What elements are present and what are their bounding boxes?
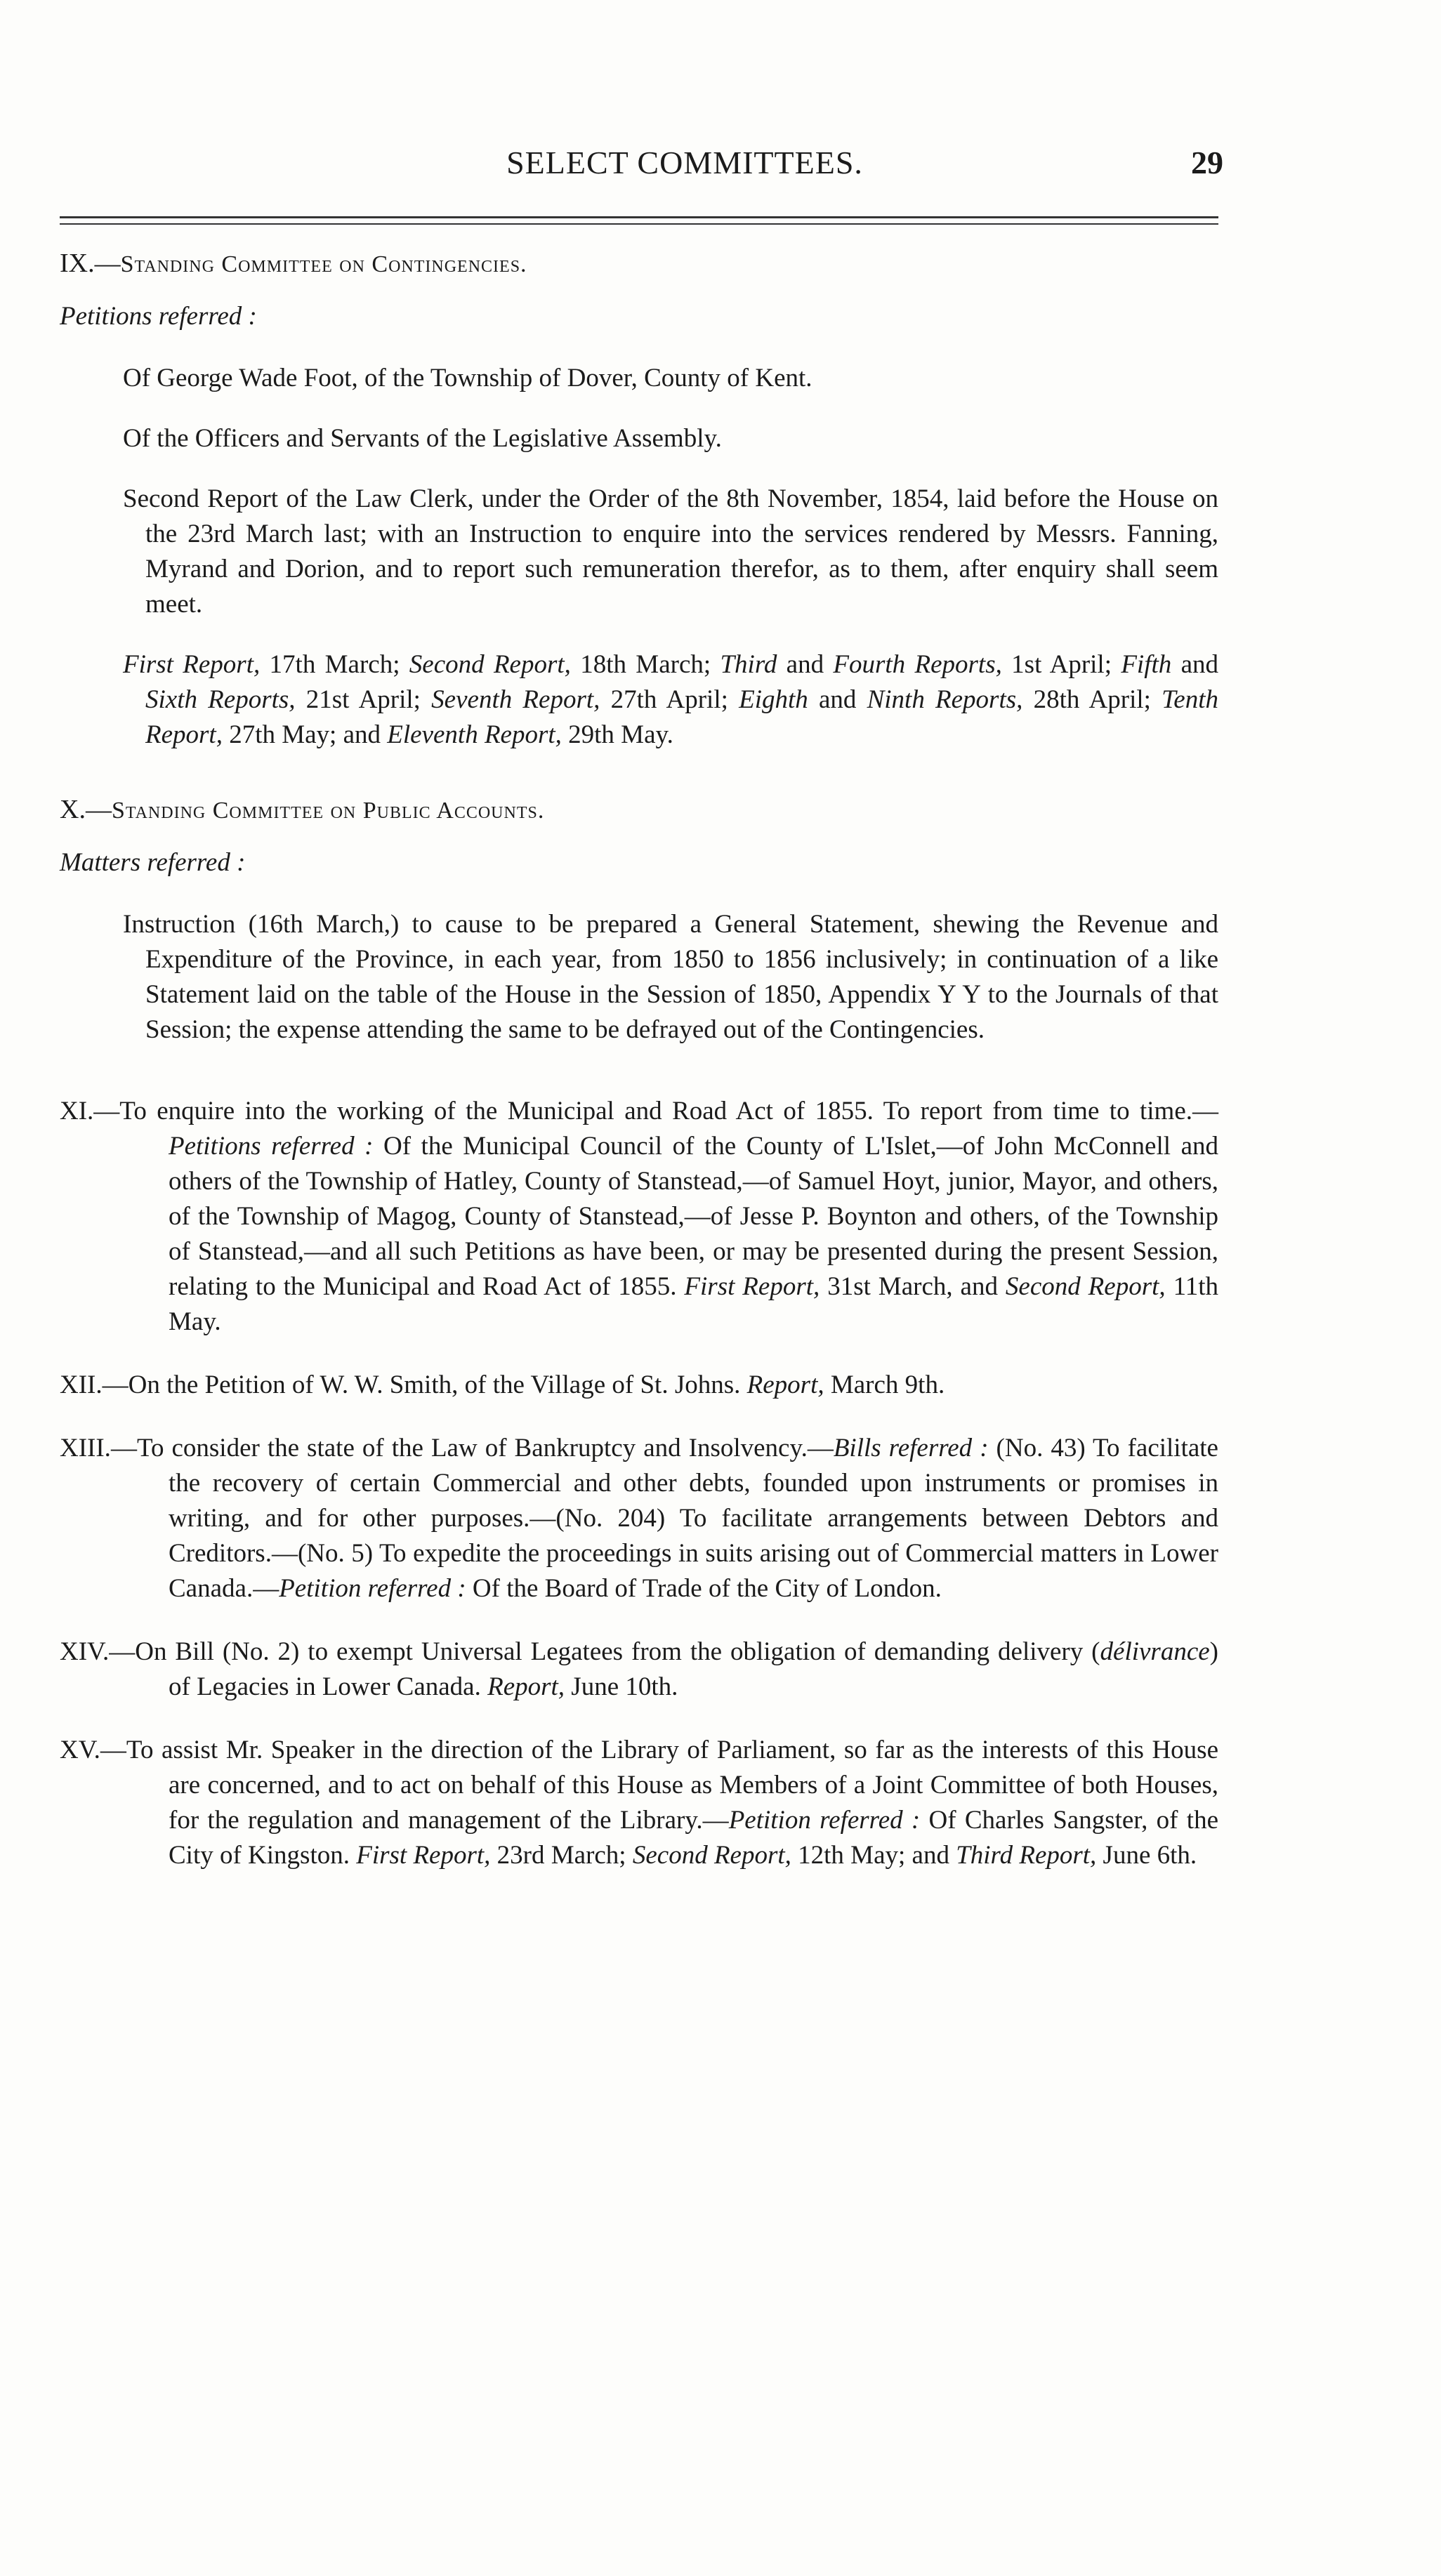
page-header	[0, 144, 1441, 186]
item-label: Petitions referred :	[169, 1132, 374, 1161]
conjunction: and	[777, 650, 834, 679]
report-name: First Report,	[356, 1841, 491, 1870]
section-numeral: IX.	[60, 249, 95, 278]
item-text: June 6th.	[1096, 1841, 1197, 1870]
report-name: Third Report,	[956, 1841, 1097, 1870]
item-text: March 9th.	[824, 1370, 945, 1399]
report-name: Third	[720, 650, 777, 679]
report-name: First Report,	[123, 650, 261, 679]
committee-item-xii	[60, 1368, 1218, 1403]
report-name: Second Report,	[1005, 1272, 1166, 1301]
item-text: —To assist Mr. Speaker in the direction of the Library of Parliament, so far as the interests of this House are concerned, and to act on behalf of this House as Members of a Joint Committee of both Houses, for the regulation and management of the Library.—	[100, 1736, 1218, 1835]
report-date: 18th March;	[570, 650, 720, 679]
running-title: SELECT COMMITTEES.	[506, 145, 863, 180]
header-rule	[60, 216, 1218, 218]
page-body	[60, 246, 1218, 1901]
report-date: 27th April;	[600, 685, 739, 714]
report-date: 28th April;	[1022, 685, 1162, 714]
report-name: First Report,	[684, 1272, 820, 1301]
report-name: Report,	[746, 1370, 824, 1399]
item-text: 23rd March;	[490, 1841, 633, 1870]
item-text: Of the Municipal Council of the County of L'Islet,—of John McConnell and others of the Township of Hatley, County of Stanstead,—of Samuel Hoyt, junior, Mayor, and others, of the Township of Magog, County of Stanstead,—of Jesse P. Boynton and others, of the Township of Stanstead,—and all such Petitions as have been, or may be presented during the present Session, relating to the Municipal and Road Act of 1855.	[169, 1132, 1218, 1301]
petition-entry: Second Report of the Law Clerk, under the Order of the 8th November, 1854, laid before the House on the 23rd March last; with an Instruction to enquire into the services rendered by Messrs. Fanning, Myrand and Dorion, and to report such remuneration therefor, as to them, after enquiry shall seem meet.	[123, 484, 1218, 619]
conjunction: and	[808, 685, 867, 714]
dash: —	[85, 795, 112, 824]
committee-item-xv	[60, 1733, 1218, 1873]
page-number: 29	[1191, 145, 1223, 180]
report-date: 21st April;	[295, 685, 432, 714]
instruction-entry: Instruction (16th March,) to cause to be prepared a General Statement, shewing the Revenue and Expenditure of the Province, in each year, from 1850 to 1856 inclusively; in continuation of a like Statement laid on the table of the House in the Session of 1850, Appendix Y Y to the Journals of that Session; the expense attending the same to be defrayed out of the Contingencies.	[123, 910, 1218, 1044]
section-numeral: XIII.	[60, 1434, 111, 1462]
report-name: Eighth	[739, 685, 808, 714]
section-numeral: XV.	[60, 1736, 100, 1764]
item-label: Bills referred :	[833, 1434, 989, 1462]
report-name: Fifth	[1121, 650, 1172, 679]
report-name: Seventh Report,	[431, 685, 600, 714]
report-date: 1st April;	[1001, 650, 1121, 679]
item-term: délivrance	[1100, 1637, 1210, 1666]
petition-entry: Of the Officers and Servants of the Legislative Assembly.	[123, 424, 722, 453]
item-text: —To consider the state of the Law of Bankruptcy and Insolvency.—	[110, 1434, 834, 1462]
committee-item-xi	[60, 1094, 1218, 1340]
section-numeral: XI.	[60, 1097, 94, 1125]
dash: —	[94, 249, 121, 278]
header-rule-thin	[60, 223, 1218, 225]
report-name: Sixth Reports,	[145, 685, 296, 714]
item-text: 11th May.	[169, 1272, 1218, 1336]
section-numeral: XII.	[60, 1370, 103, 1399]
section-sublabel: Matters referred :	[60, 848, 246, 877]
item-text: (No. 43) To facilitate the recovery of certain Commercial and other debts, founded upon instruments or promises in writing, and for other purposes.—(No. 204) To facilitate arrangements between Debtors and Creditors.—(No. 5) To expedite the proceedings in suits arising out of Commercial matters in Lower Canada.—	[169, 1434, 1218, 1603]
report-name: Tenth Report,	[145, 685, 1218, 749]
item-label: Petition referred :	[279, 1574, 466, 1603]
reports-list	[123, 647, 1218, 753]
section-numeral: X.	[60, 795, 86, 824]
report-name: Second Report,	[632, 1841, 791, 1870]
section-title: Standing Committee on Public Accounts.	[111, 798, 545, 824]
petition-entry: Of George Wade Foot, of the Township of Dover, County of Kent.	[123, 364, 812, 392]
section-title: Standing Committee on Contingencies.	[120, 251, 527, 277]
item-label: Petition referred :	[728, 1806, 921, 1835]
item-text: Of the Board of Trade of the City of London.	[466, 1574, 942, 1603]
item-text: Of Charles Sangster, of the City of Kingston.	[169, 1806, 1219, 1870]
item-text: June 10th.	[565, 1672, 678, 1701]
report-date: 17th March;	[260, 650, 409, 679]
report-name: Fourth Reports,	[833, 650, 1002, 679]
section-sublabel: Petitions referred :	[60, 302, 257, 331]
section-heading-ix	[60, 246, 1218, 282]
committee-item-xiii	[60, 1431, 1218, 1606]
item-text: —On the Petition of W. W. Smith, of the Village of St. Johns.	[102, 1370, 747, 1399]
section-numeral: XIV.	[60, 1637, 110, 1666]
report-date: 29th May.	[561, 720, 673, 749]
report-name: Second Report,	[409, 650, 571, 679]
report-name: Ninth Reports,	[867, 685, 1023, 714]
item-text: —To enquire into the working of the Municipal and Road Act of 1855. To report from time to time.—	[93, 1097, 1218, 1125]
item-text: 31st March, and	[820, 1272, 1006, 1301]
report-name: Eleventh Report,	[387, 720, 562, 749]
item-text: 12th May; and	[791, 1841, 956, 1870]
report-date: 27th May; and	[222, 720, 388, 749]
committee-item-xiv	[60, 1634, 1218, 1705]
conjunction: and	[1171, 650, 1218, 679]
report-name: Report,	[487, 1672, 565, 1701]
item-text: ) of Legacies in Lower Canada.	[169, 1637, 1218, 1701]
section-heading-x	[60, 792, 1218, 828]
item-text: —On Bill (No. 2) to exempt Universal Legatees from the obligation of demanding delivery (	[109, 1637, 1100, 1666]
